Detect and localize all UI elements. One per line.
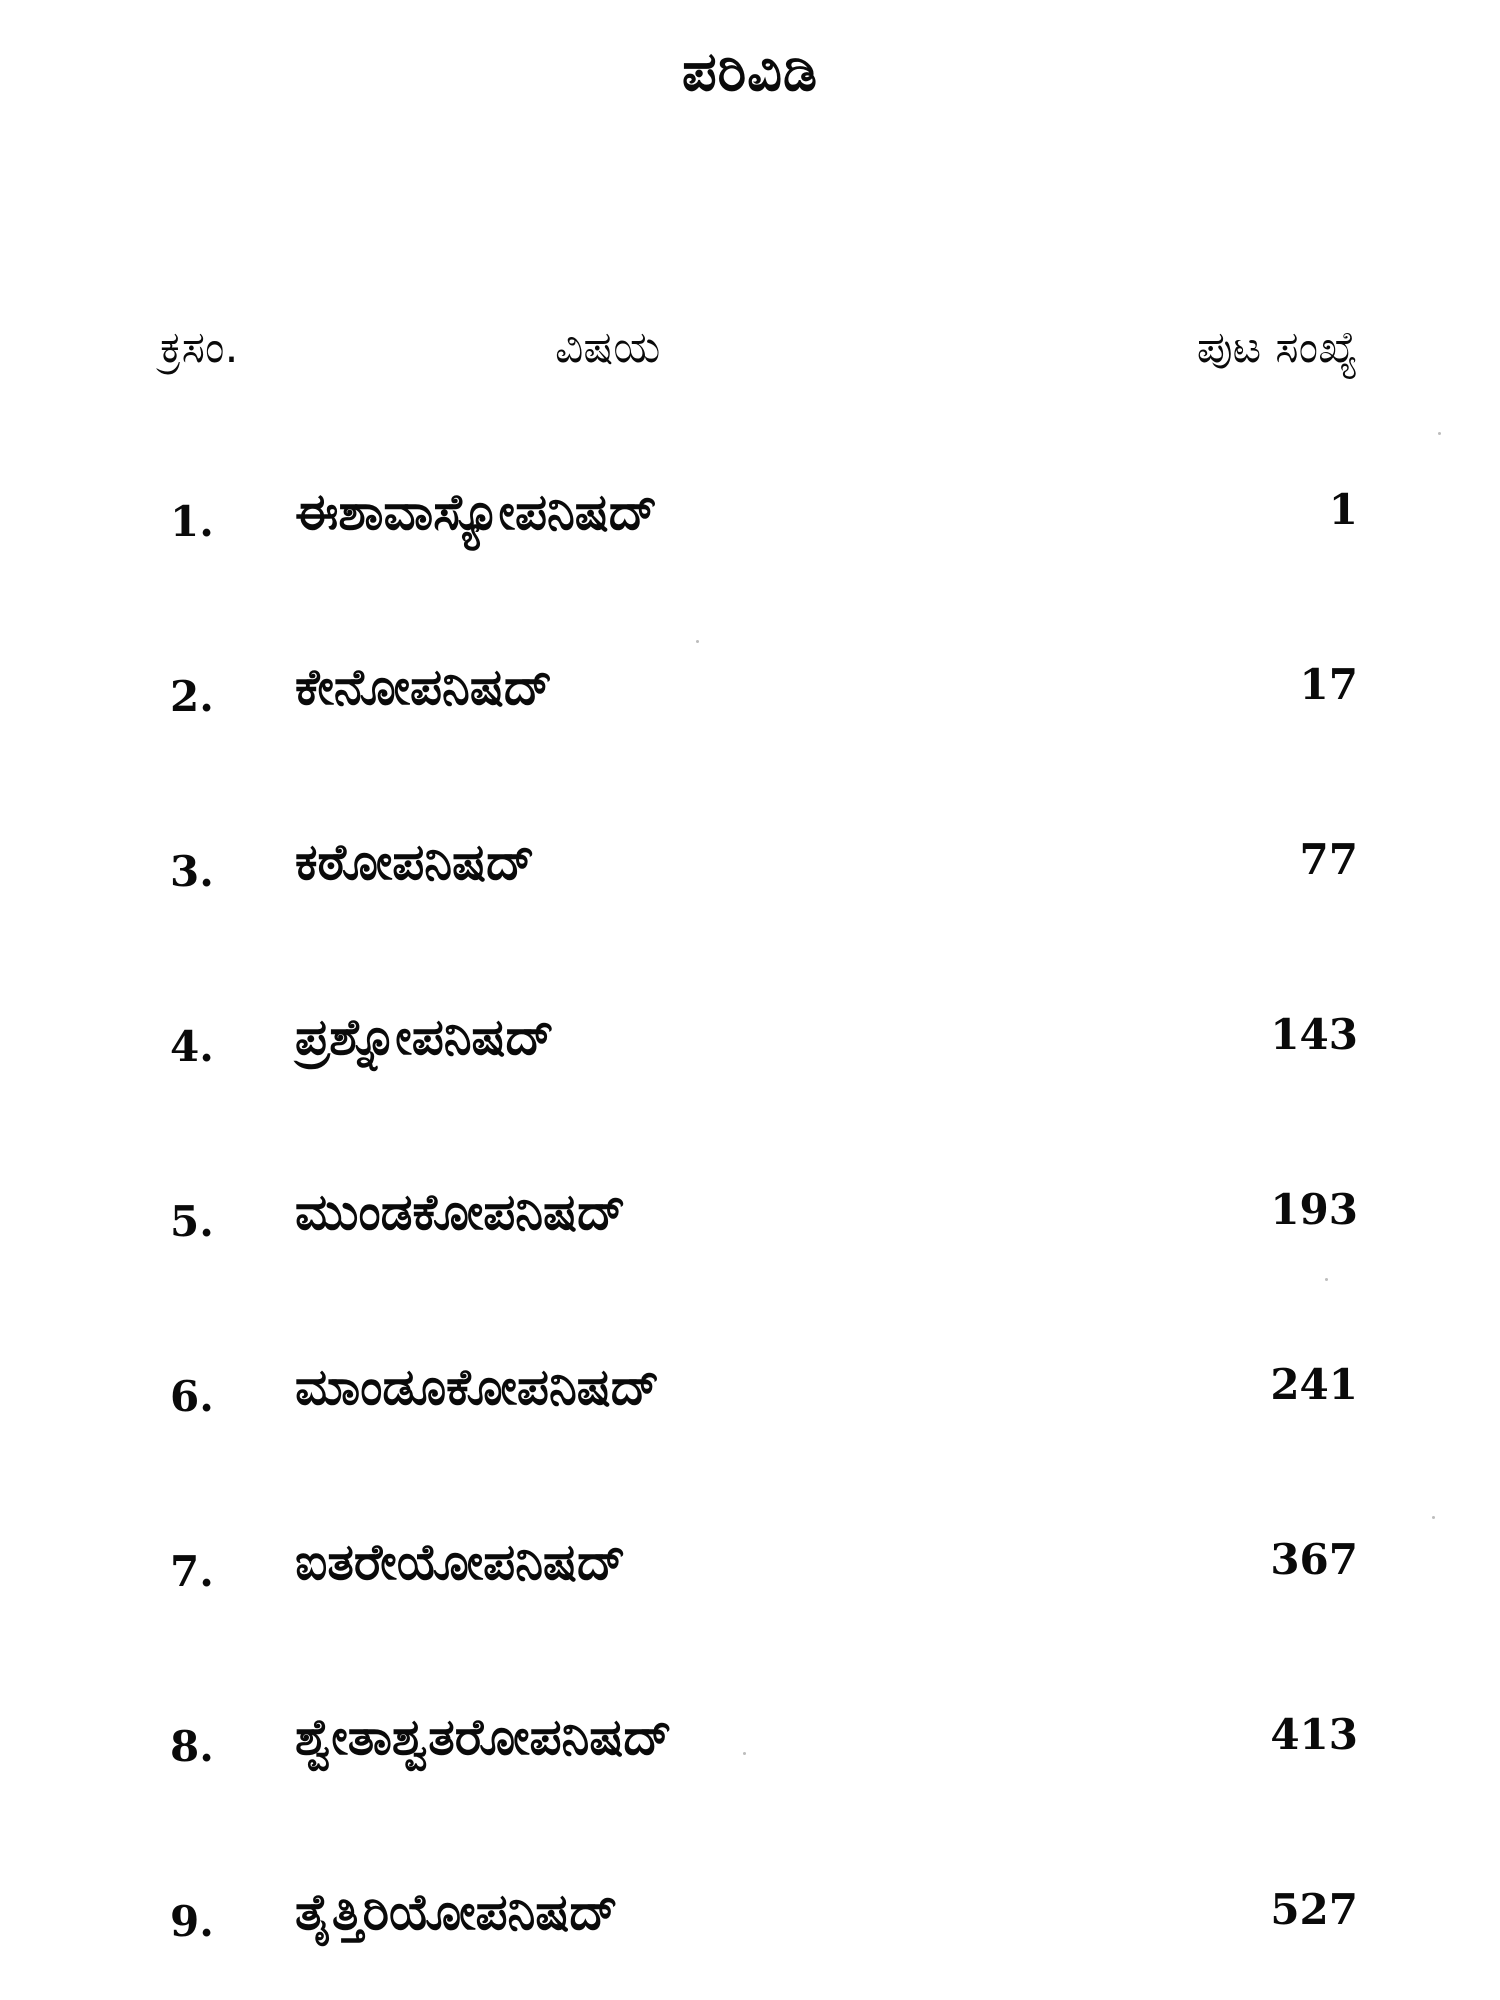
entry-number: 8. [170,1722,214,1771]
scan-speck [696,640,699,643]
entry-page: 367 [1270,1535,1358,1584]
entry-title: ಈಶಾವಾಸ್ಯೋಪನಿಷದ್ [295,483,658,541]
entry-number: 5. [170,1197,214,1246]
entry-page: 527 [1270,1885,1358,1934]
toc-entry [0,480,1500,560]
entry-title: ಮಾಂಡೂಕೋಪನಿಷದ್ [295,1358,660,1416]
entry-page: 241 [1270,1360,1358,1409]
entry-title: ಕೇನೋಪನಿಷದ್ [295,658,553,716]
header-serial-number: ಕ್ರಸಂ. [160,322,239,373]
page-title: ಪರಿವಿಡಿ [682,40,818,103]
entry-page: 77 [1299,835,1358,884]
entry-title: ಕಠೋಪನಿಷದ್ [295,833,535,891]
scan-speck [1432,1516,1435,1519]
entry-number: 9. [170,1897,214,1946]
toc-entry [0,655,1500,735]
entry-number: 2. [170,672,214,721]
entry-title: ಶ್ವೇತಾಶ್ವತರೋಪನಿಷದ್ [295,1708,672,1766]
entry-page: 1 [1328,485,1358,534]
toc-entry [0,1880,1500,1960]
entry-number: 3. [170,847,214,896]
scan-speck [1325,1278,1328,1281]
scan-speck [743,1752,746,1755]
toc-entry [0,1005,1500,1085]
entry-page: 413 [1270,1710,1358,1759]
entry-number: 4. [170,1022,214,1071]
entry-title: ಐತರೇಯೋಪನಿಷದ್ [295,1533,626,1591]
entry-title: ತೈತ್ತಿರಿಯೋಪನಿಷದ್ [295,1883,618,1941]
entry-page: 193 [1270,1185,1358,1234]
toc-entry [0,1355,1500,1435]
entry-page: 17 [1299,660,1358,709]
toc-entry [0,1705,1500,1785]
toc-entry [0,1530,1500,1610]
header-subject: ವಿಷಯ [555,322,661,373]
entry-title: ಪ್ರಶ್ನೋಪನಿಷದ್ [295,1008,555,1066]
toc-entry [0,1180,1500,1260]
entry-number: 7. [170,1547,214,1596]
entry-page: 143 [1270,1010,1358,1059]
header-page-number: ಪುಟ ಸಂಖ್ಯೆ [1196,322,1358,373]
toc-entry [0,830,1500,910]
scan-speck [1438,432,1441,435]
entry-number: 1. [170,497,214,546]
entry-number: 6. [170,1372,214,1421]
entry-title: ಮುಂಡಕೋಪನಿಷದ್ [295,1183,626,1241]
